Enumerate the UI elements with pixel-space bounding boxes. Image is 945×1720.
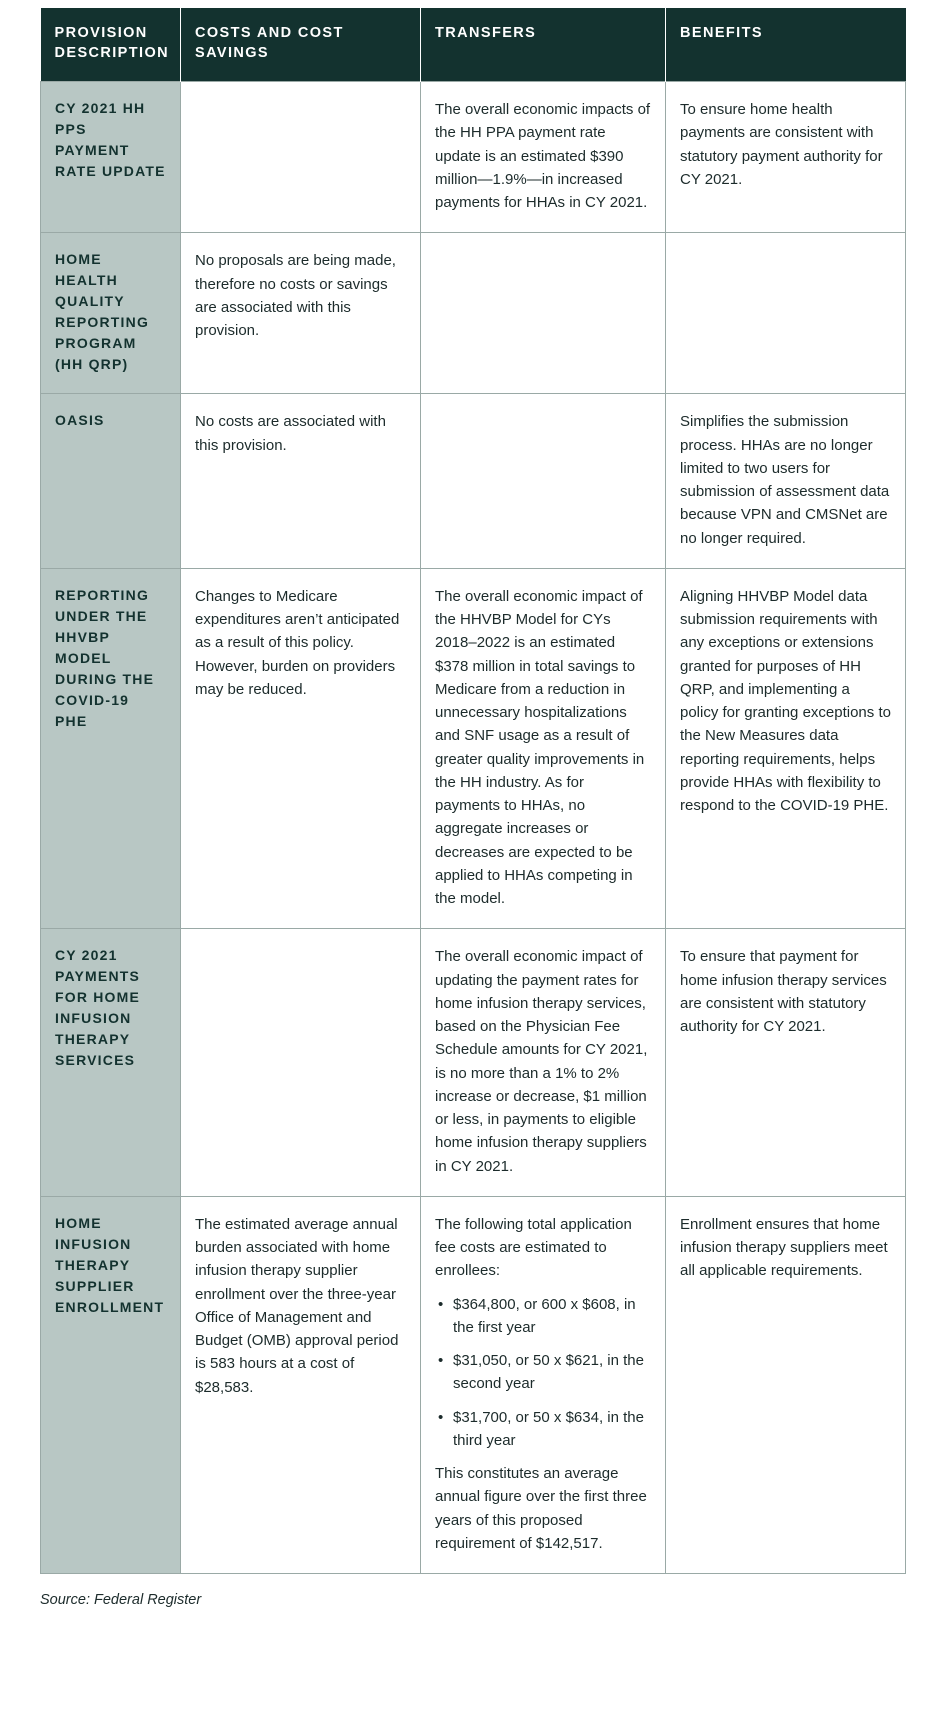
bottom-spacer xyxy=(0,1608,945,1648)
cell-transfers xyxy=(421,233,666,394)
top-spacer xyxy=(0,0,945,8)
cell-costs: The estimated average annual burden associated with home infusion therapy supplier enrollment over the three-year Office of Management and Budget (OMB) approval period is 583 hours at a cost of $28,583. xyxy=(181,1196,421,1573)
cell-provision: REPORTING UNDER THE HHVBP MODEL DURING THE COVID-19 PHE xyxy=(41,568,181,929)
cell-benefits: Enrollment ensures that home infusion therapy suppliers meet all applicable requirements. xyxy=(666,1196,906,1573)
cell-provision: OASIS xyxy=(41,394,181,569)
table-row xyxy=(41,82,906,233)
cell-benefits: Aligning HHVBP Model data submission requirements with any exceptions or extensions granted for purposes of HH QRP, and implementing a policy for granting exceptions to the New Measures data reporting requirements, helps provide HHAs with flexibility to respond to the COVID-19 PHE. xyxy=(666,568,906,929)
cell-provision: CY 2021 PAYMENTS FOR HOME INFUSION THERAPY SERVICES xyxy=(41,929,181,1197)
cell-transfers xyxy=(421,394,666,569)
cell-benefits: To ensure that payment for home infusion therapy services are consistent with statutory authority for CY 2021. xyxy=(666,929,906,1197)
cell-costs xyxy=(181,82,421,233)
cell-provision: CY 2021 HH PPS PAYMENT RATE UPDATE xyxy=(41,82,181,233)
list-item: • $31,700, or 50 x $634, in the third year xyxy=(453,1406,651,1453)
cell-costs xyxy=(181,929,421,1197)
cell-benefits xyxy=(666,233,906,394)
cell-transfers: The overall economic impact of the HHVBP Model for CYs 2018–2022 is an estimated $378 million in total savings to Medicare from a reduction in unnecessary hospitalizations and SNF usage as a result of greater quality improvements in the HH industry. As for payments to HHAs, no aggregate increases or decreases are expected to be applied to HHAs competing in the model. xyxy=(421,568,666,929)
cell-transfers xyxy=(421,1196,666,1573)
cell-benefits: Simplifies the submission process. HHAs are no longer limited to two users for submission of assessment data because VPN and CMSNet are no longer required. xyxy=(666,394,906,569)
list-item: • $364,800, or 600 x $608, in the first year xyxy=(453,1293,651,1340)
list-item: • $31,050, or 50 x $621, in the second year xyxy=(453,1349,651,1396)
cell-transfers: The overall economic impact of updating the payment rates for home infusion therapy services, based on the Physician Fee Schedule amounts for CY 2021, is no more than a 1% to 2% increase or decrease, $1 million or less, in payments to eligible home infusion therapy suppliers in CY 2021. xyxy=(421,929,666,1197)
cell-costs: No proposals are being made, therefore no costs or savings are associated with this provision. xyxy=(181,233,421,394)
regulatory-impact-table xyxy=(40,8,906,1574)
source-note: Source: Federal Register xyxy=(40,1592,202,1609)
table-body xyxy=(41,82,906,1574)
table-row xyxy=(41,233,906,394)
cell-transfers: The overall economic impacts of the HH PPA payment rate update is an estimated $390 million—1.9%—in increased payments for HHAs in CY 2021. xyxy=(421,82,666,233)
cell-costs: No costs are associated with this provision. xyxy=(181,394,421,569)
transfers-outro: This constitutes an average annual figure over the first three years of this proposed requirement of $142,517. xyxy=(435,1465,647,1552)
column-header-provision-description: PROVISION DESCRIPTION xyxy=(41,8,181,82)
column-header-benefits: BENEFITS xyxy=(666,8,906,82)
cell-benefits: To ensure home health payments are consistent with statutory payment authority for CY 2021. xyxy=(666,82,906,233)
table-header xyxy=(41,8,906,82)
column-header-costs-and-cost-savings: COSTS AND COST SAVINGS xyxy=(181,8,421,82)
table-row xyxy=(41,568,906,929)
table-row xyxy=(41,1196,906,1573)
table-row xyxy=(41,394,906,569)
transfers-intro: The following total application fee costs are estimated to enrollees: xyxy=(435,1215,632,1280)
cell-provision: HOME INFUSION THERAPY SUPPLIER ENROLLMENT xyxy=(41,1196,181,1573)
table-header-row xyxy=(41,8,906,82)
transfers-bullet-list xyxy=(435,1293,651,1453)
cell-costs: Changes to Medicare expenditures aren’t anticipated as a result of this policy. However, burden on providers may be reduced. xyxy=(181,568,421,929)
column-header-transfers: TRANSFERS xyxy=(421,8,666,82)
table-row xyxy=(41,929,906,1197)
cell-provision: HOME HEALTH QUALITY REPORTING PROGRAM (HH QRP) xyxy=(41,233,181,394)
